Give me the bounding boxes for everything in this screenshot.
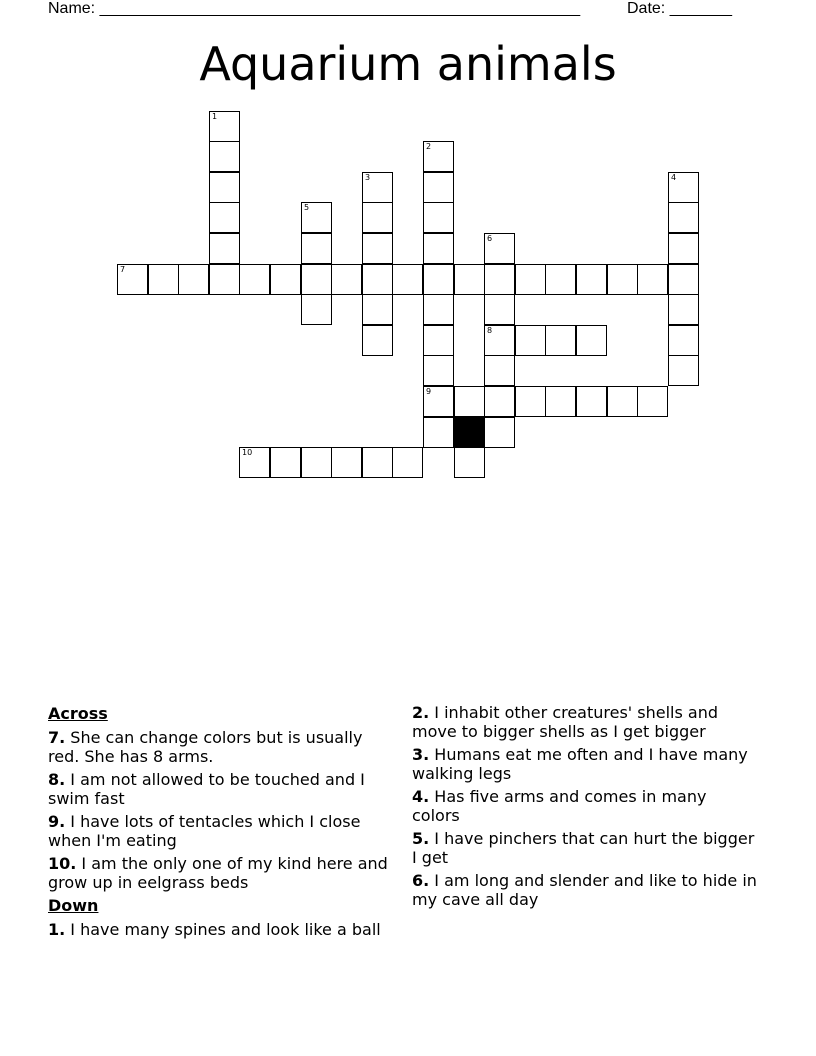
clue-item — [412, 871, 757, 909]
grid-cell[interactable] — [423, 233, 454, 264]
grid-cell[interactable] — [362, 172, 393, 203]
down-clue-list-right — [412, 703, 757, 909]
grid-cell[interactable] — [423, 141, 454, 172]
grid-cell[interactable] — [301, 294, 332, 325]
grid-cell[interactable] — [423, 355, 454, 386]
grid-cell[interactable] — [668, 233, 699, 264]
across-clue-list — [48, 728, 393, 892]
clue-item-text: She can change colors but is usually red. She has 8 arms. — [48, 728, 363, 766]
grid-cell[interactable] — [301, 264, 332, 295]
grid-cell[interactable] — [454, 447, 485, 478]
clue-item-text: I have many spines and look like a ball — [65, 920, 381, 939]
grid-cell[interactable] — [423, 264, 454, 295]
clue-item-number: 2. — [412, 703, 430, 722]
grid-cell[interactable] — [270, 447, 301, 478]
grid-cell[interactable] — [668, 264, 699, 295]
grid-cell[interactable] — [423, 202, 454, 233]
grid-cell[interactable] — [607, 264, 638, 295]
clue-number: 3 — [365, 173, 371, 182]
grid-cell[interactable] — [209, 141, 240, 172]
grid-cell[interactable] — [668, 325, 699, 356]
clue-number: 2 — [426, 142, 432, 151]
clue-item-text: I am not allowed to be touched and I swim fast — [48, 770, 365, 808]
clue-item-text: I am the only one of my kind here and grow up in eelgrass beds — [48, 854, 388, 892]
clue-item — [48, 854, 393, 892]
clue-number: 9 — [426, 387, 432, 396]
clue-item-text: I have pinchers that can hurt the bigger I get — [412, 829, 755, 867]
grid-cell[interactable] — [484, 294, 515, 325]
clue-item-number: 8. — [48, 770, 66, 789]
clue-item — [48, 728, 393, 766]
grid-cell[interactable] — [423, 325, 454, 356]
grid-cell[interactable] — [239, 447, 270, 478]
clue-item-text: Humans eat me often and I have many walking legs — [412, 745, 748, 783]
grid-cell[interactable] — [484, 233, 515, 264]
grid-cell[interactable] — [484, 355, 515, 386]
grid-cell[interactable] — [301, 202, 332, 233]
grid-cell[interactable] — [331, 447, 362, 478]
clue-item-text: Has five arms and comes in many colors — [412, 787, 707, 825]
grid-cell[interactable] — [423, 172, 454, 203]
clue-number: 7 — [120, 265, 126, 274]
clue-item — [412, 787, 757, 825]
grid-block — [454, 417, 485, 448]
grid-cell[interactable] — [392, 447, 423, 478]
grid-cell[interactable] — [545, 264, 576, 295]
grid-cell[interactable] — [668, 294, 699, 325]
clue-item-number: 6. — [412, 871, 430, 890]
clue-number: 8 — [487, 326, 493, 335]
grid-cell[interactable] — [515, 325, 546, 356]
crossword-grid — [0, 0, 816, 500]
clue-item-number: 5. — [412, 829, 430, 848]
grid-cell[interactable] — [484, 325, 515, 356]
grid-cell[interactable] — [301, 233, 332, 264]
grid-cell[interactable] — [270, 264, 301, 295]
grid-cell[interactable] — [576, 325, 607, 356]
clue-item-number: 10. — [48, 854, 77, 873]
grid-cell[interactable] — [392, 264, 423, 295]
grid-cell[interactable] — [668, 202, 699, 233]
grid-cell[interactable] — [209, 172, 240, 203]
grid-cell[interactable] — [454, 264, 485, 295]
grid-cell[interactable] — [301, 447, 332, 478]
grid-cell[interactable] — [576, 264, 607, 295]
clue-number: 1 — [212, 112, 218, 121]
grid-cell[interactable] — [607, 386, 638, 417]
grid-cell[interactable] — [423, 386, 454, 417]
grid-cell[interactable] — [362, 294, 393, 325]
clue-item-number: 1. — [48, 920, 66, 939]
clue-item-text: I have lots of tentacles which I close when I'm eating — [48, 812, 361, 850]
clue-item-number: 4. — [412, 787, 430, 806]
grid-cell[interactable] — [637, 386, 668, 417]
clue-item — [48, 812, 393, 850]
grid-cell[interactable] — [209, 264, 240, 295]
grid-cell[interactable] — [454, 386, 485, 417]
clue-number: 4 — [671, 173, 677, 182]
clue-item-number: 9. — [48, 812, 66, 831]
grid-cell[interactable] — [362, 325, 393, 356]
clue-item — [412, 745, 757, 783]
grid-cell[interactable] — [362, 447, 393, 478]
grid-cell[interactable] — [209, 233, 240, 264]
grid-cell[interactable] — [515, 386, 546, 417]
grid-cell[interactable] — [484, 386, 515, 417]
grid-cell[interactable] — [576, 386, 607, 417]
name-field-line: Name: ______________________________________________________ — [48, 0, 581, 17]
clues-left-column — [48, 703, 393, 943]
grid-cell[interactable] — [484, 264, 515, 295]
clue-number: 10 — [242, 448, 253, 457]
grid-cell[interactable] — [668, 172, 699, 203]
grid-cell[interactable] — [239, 264, 270, 295]
clue-item-text: I inhabit other creatures' shells and move to bigger shells as I get bigger — [412, 703, 719, 741]
clues-right-column — [412, 703, 757, 913]
grid-cell[interactable] — [545, 325, 576, 356]
clue-item-number: 3. — [412, 745, 430, 764]
clue-number: 5 — [304, 203, 310, 212]
grid-cell[interactable] — [637, 264, 668, 295]
grid-cell[interactable] — [545, 386, 576, 417]
grid-cell[interactable] — [515, 264, 546, 295]
clue-item — [48, 920, 393, 939]
grid-cell[interactable] — [362, 202, 393, 233]
clue-item — [412, 703, 757, 741]
clue-number: 6 — [487, 234, 493, 243]
clue-item-text: I am long and slender and like to hide in my cave all day — [412, 871, 757, 909]
grid-cell[interactable] — [178, 264, 209, 295]
page-title: Aquarium animals — [199, 37, 617, 91]
grid-cell[interactable] — [209, 202, 240, 233]
grid-cell[interactable] — [362, 264, 393, 295]
grid-cell[interactable] — [484, 417, 515, 448]
grid-cell[interactable] — [362, 233, 393, 264]
date-field-line: Date: _______ — [627, 0, 732, 17]
grid-cell[interactable] — [423, 417, 454, 448]
down-clue-list-left — [48, 920, 393, 939]
grid-cell[interactable] — [148, 264, 179, 295]
grid-cell[interactable] — [423, 294, 454, 325]
grid-cell[interactable] — [209, 111, 240, 142]
clue-item — [412, 829, 757, 867]
down-heading: Down — [48, 896, 99, 915]
clue-item — [48, 770, 393, 808]
grid-cell[interactable] — [117, 264, 148, 295]
grid-cell[interactable] — [331, 264, 362, 295]
clue-item-number: 7. — [48, 728, 66, 747]
across-heading: Across — [48, 704, 108, 723]
grid-cell[interactable] — [668, 355, 699, 386]
